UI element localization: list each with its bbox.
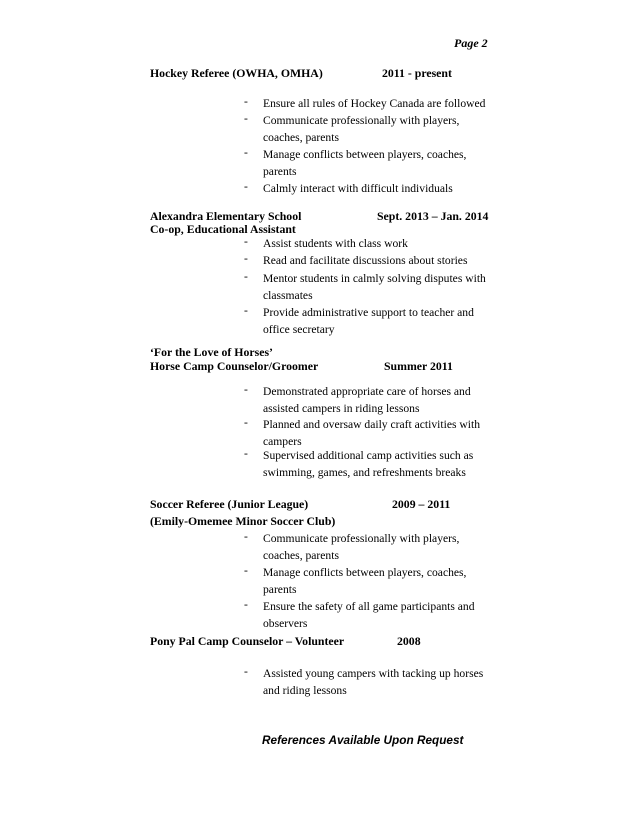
- bullet-mark: -: [244, 564, 248, 577]
- bullet-line: coaches, parents: [263, 549, 339, 562]
- bullet-line: Manage conflicts between players, coaches,: [263, 566, 467, 579]
- bullet-line: Communicate professionally with players,: [263, 114, 460, 127]
- bullet-item: [263, 270, 486, 304]
- bullet-line: Demonstrated appropriate care of horses and: [263, 385, 471, 398]
- bullet-item: [263, 383, 471, 417]
- bullet-line: Manage conflicts between players, coaches,: [263, 148, 467, 161]
- bullet-line: office secretary: [263, 323, 335, 336]
- section-subtitle-alexandra-school: Co-op, Educational Assistant: [150, 222, 296, 236]
- bullet-mark: -: [244, 235, 248, 248]
- bullet-mark: -: [244, 252, 248, 265]
- bullet-item: [263, 665, 483, 699]
- bullet-item: [263, 447, 473, 481]
- bullet-line: Ensure the safety of all game participants and: [263, 600, 475, 613]
- bullet-line: parents: [263, 583, 297, 596]
- bullet-item: [263, 112, 459, 146]
- bullet-item: [263, 95, 485, 112]
- section-title-pony-pal: Pony Pal Camp Counselor – Volunteer: [150, 634, 345, 648]
- bullet-line: Supervised additional camp activities such as: [263, 449, 474, 462]
- section-subtitle-love-of-horses: Horse Camp Counselor/Groomer: [150, 359, 319, 373]
- bullet-mark: -: [244, 598, 248, 611]
- bullet-item: [263, 598, 475, 632]
- section-title-hockey-referee: Hockey Referee (OWHA, OMHA): [150, 66, 323, 80]
- bullet-mark: -: [244, 304, 248, 317]
- page-number: Page 2: [454, 36, 488, 50]
- bullet-line: and riding lessons: [263, 684, 347, 697]
- bullet-item: [263, 252, 467, 269]
- bullet-item: [263, 180, 453, 197]
- bullet-line: Mentor students in calmly solving disputes with: [263, 272, 486, 285]
- bullet-item: [263, 304, 474, 338]
- bullet-mark: -: [244, 665, 248, 678]
- bullet-mark: -: [244, 180, 248, 193]
- bullet-item: [263, 146, 466, 180]
- bullet-mark: -: [244, 270, 248, 283]
- bullet-line: Assisted young campers with tacking up horses: [263, 667, 484, 680]
- section-date-pony-pal: 2008: [397, 634, 421, 648]
- section-date-soccer-referee: 2009 – 2011: [392, 497, 451, 511]
- bullet-mark: -: [244, 95, 248, 108]
- bullet-mark: -: [244, 447, 248, 460]
- bullet-mark: -: [244, 146, 248, 159]
- bullet-line: Planned and oversaw daily craft activities with: [263, 418, 480, 431]
- bullet-mark: -: [244, 112, 248, 125]
- section-subtitle-soccer-referee: (Emily-Omemee Minor Soccer Club): [150, 514, 336, 528]
- bullet-line: parents: [263, 165, 297, 178]
- bullet-line: swimming, games, and refreshments breaks: [263, 466, 466, 479]
- bullet-item: [263, 416, 480, 450]
- bullet-mark: -: [244, 416, 248, 429]
- section-date-hockey-referee: 2011 - present: [382, 66, 452, 80]
- bullet-line: Calmly interact with difficult individuals: [263, 182, 453, 195]
- section-date-love-of-horses: Summer 2011: [384, 359, 453, 373]
- section-date-alexandra-school: Sept. 2013 – Jan. 2014: [377, 209, 489, 223]
- bullet-line: Assist students with class work: [263, 237, 408, 250]
- bullet-line: Communicate professionally with players,: [263, 532, 460, 545]
- bullet-item: [263, 530, 459, 564]
- bullet-line: Read and facilitate discussions about stories: [263, 254, 468, 267]
- bullet-line: coaches, parents: [263, 131, 339, 144]
- section-title-soccer-referee: Soccer Referee (Junior League): [150, 497, 309, 511]
- bullet-line: assisted campers in riding lessons: [263, 402, 420, 415]
- bullet-item: [263, 564, 466, 598]
- bullet-line: Provide administrative support to teacher and: [263, 306, 474, 319]
- references-footer: References Available Upon Request: [262, 733, 464, 747]
- bullet-line: classmates: [263, 289, 313, 302]
- bullet-line: campers: [263, 435, 302, 448]
- bullet-line: Ensure all rules of Hockey Canada are followed: [263, 97, 486, 110]
- section-title-love-of-horses: ‘For the Love of Horses’: [150, 345, 273, 359]
- bullet-mark: -: [244, 383, 248, 396]
- section-title-alexandra-school: Alexandra Elementary School: [150, 209, 302, 223]
- bullet-mark: -: [244, 530, 248, 543]
- bullet-line: observers: [263, 617, 308, 630]
- bullet-item: [263, 235, 408, 252]
